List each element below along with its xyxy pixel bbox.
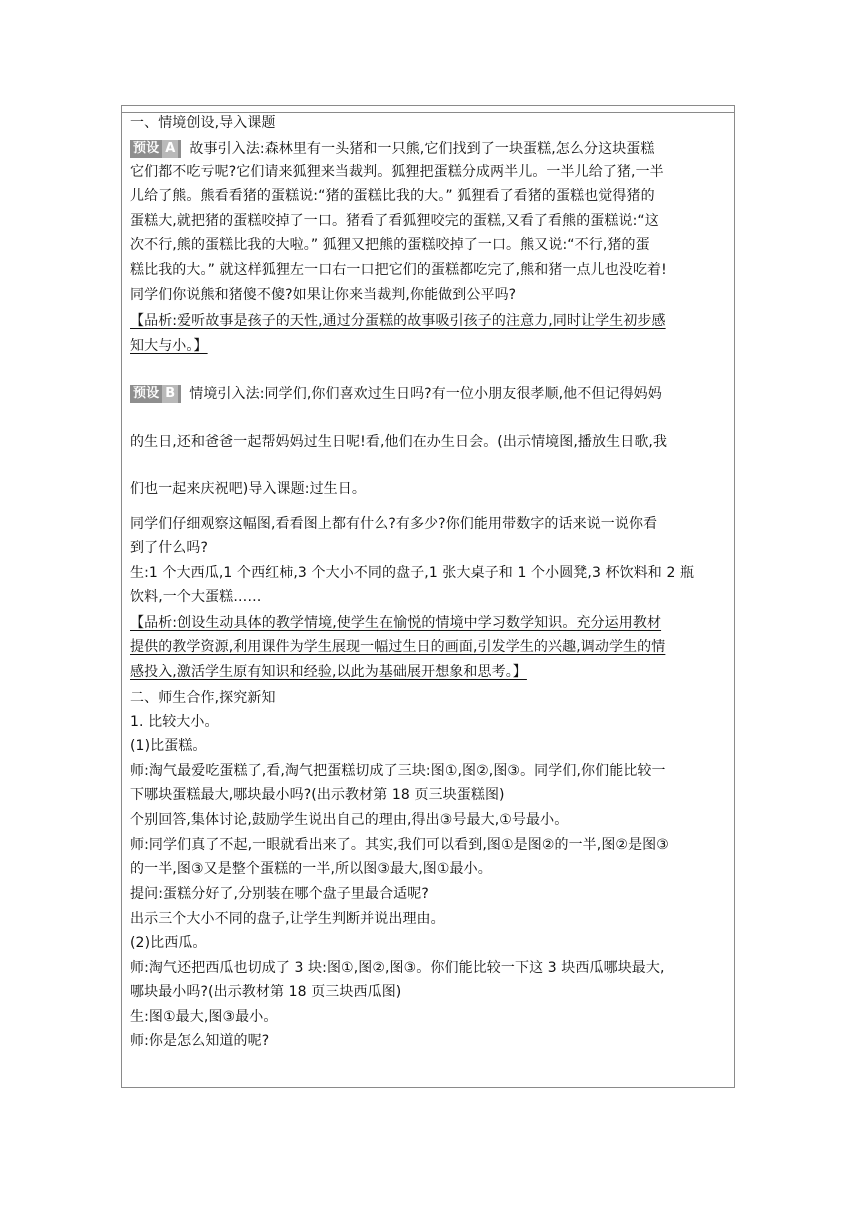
line-text: 儿给了熊。熊看看猪的蛋糕说:“猪的蛋糕比我的大。” 狐狸看了看猪的蛋糕也觉得猪的	[130, 188, 655, 204]
line-text: (2)比西瓜。	[130, 935, 207, 951]
text-line	[130, 1007, 730, 1027]
analysis-note-line	[130, 336, 730, 356]
line-text: 知大与小。】	[130, 338, 208, 354]
line-text: 师:淘气最爱吃蛋糕了,看,淘气把蛋糕切成了三块:图①,图②,图③。同学们,你们能比较一	[130, 763, 666, 779]
analysis-note-line	[130, 311, 730, 331]
line-text: 感投入,激活学生原有知识和经验,以此为基础展开想象和思考。】	[130, 664, 527, 680]
text-line	[130, 884, 730, 904]
text-line	[130, 211, 730, 231]
line-text: 生:图①最大,图③最小。	[130, 1009, 278, 1025]
text-line	[130, 712, 730, 732]
line-text: 的生日,还和爸爸一起帮妈妈过生日呢!看,他们在办生日会。(出示情境图,播放生日歌,我	[130, 434, 668, 450]
analysis-note-line	[130, 613, 730, 633]
section-heading	[130, 113, 730, 133]
line-text: 饮料,一个大蛋糕……	[130, 589, 262, 605]
text-line	[130, 933, 730, 953]
line-text: 【品析:创设生动具体的教学情境,使学生在愉悦的情境中学习数学知识。充分运用教材	[130, 615, 662, 631]
preset-badge-letter: B	[162, 385, 178, 403]
line-text: 【品析:爱听故事是孩子的天性,通过分蛋糕的故事吸引孩子的注意力,同时让学生初步感	[130, 313, 666, 329]
line-text: 师:同学们真了不起,一眼就看出来了。其实,我们可以看到,图①是图②的一半,图②是图③	[130, 837, 669, 853]
line-text: 下哪块蛋糕最大,哪块最小吗?(出示教材第 18 页三块蛋糕图)	[130, 787, 505, 803]
text-line	[130, 432, 730, 452]
text-line	[130, 563, 730, 583]
line-text: 糕比我的大。” 就这样狐狸左一口右一口把它们的蛋糕都吃完了,熊和猪一点儿也没吃着!	[130, 262, 667, 278]
preset-badge	[130, 385, 181, 403]
line-text: 师:淘气还把西瓜也切成了 3 块:图①,图②,图③。你们能比较一下这 3 块西瓜哪块最大,	[130, 960, 665, 976]
line-text: 蛋糕大,就把猪的蛋糕咬掉了一口。猪看了看狐狸咬完的蛋糕,又看了看熊的蛋糕说:“这	[130, 213, 659, 229]
text-line	[130, 810, 730, 830]
preset-badge-label: 预设	[133, 141, 160, 156]
line-text: 同学们你说熊和猪傻不傻?如果让你来当裁判,你能做到公平吗?	[130, 287, 517, 303]
line-text: 它们都不吃亏呢?它们请来狐狸来当裁判。狐狸把蛋糕分成两半儿。一半儿给了猪,一半	[130, 164, 664, 180]
text-line	[130, 1031, 730, 1051]
text-line	[130, 285, 730, 305]
text-line	[130, 958, 730, 978]
text-line	[130, 835, 730, 855]
preset-badge-letter: A	[162, 140, 178, 158]
text-line	[130, 260, 730, 280]
text-line	[130, 514, 730, 534]
text-line	[130, 384, 730, 404]
analysis-note-line	[130, 662, 730, 682]
line-text: 1. 比较大小。	[130, 714, 219, 730]
text-line	[130, 538, 730, 558]
line-text: (1)比蛋糕。	[130, 738, 207, 754]
line-text: 提供的教学资源,利用课件为学生展现一幅过生日的画面,引发学生的兴趣,调动学生的情	[130, 639, 666, 655]
text-line	[130, 736, 730, 756]
text-line	[130, 235, 730, 255]
line-text: 到了什么吗?	[130, 540, 209, 556]
line-text: 师:你是怎么知道的呢?	[130, 1033, 270, 1049]
line-text: 们也一起来庆祝吧)导入课题:过生日。	[130, 481, 366, 497]
text-line	[130, 982, 730, 1002]
line-text: 出示三个大小不同的盘子,让学生判断并说出理由。	[130, 911, 445, 927]
text-line	[130, 587, 730, 607]
analysis-note-line	[130, 637, 730, 657]
line-text: 次不行,熊的蛋糕比我的大啦。” 狐狸又把熊的蛋糕咬掉了一口。熊又说:“不行,猪的蛋	[130, 237, 650, 253]
text-line	[130, 186, 730, 206]
text-line	[130, 479, 730, 499]
line-text: 二、师生合作,探究新知	[130, 690, 276, 706]
line-text: 一、情境创设,导入课题	[130, 115, 276, 131]
line-text: 同学们仔细观察这幅图,看看图上都有什么?有多少?你们能用带数字的话来说一说你看	[130, 516, 658, 532]
line-text: 哪块最小吗?(出示教材第 18 页三块西瓜图)	[130, 984, 402, 1000]
text-line	[130, 785, 730, 805]
line-text: 故事引入法:森林里有一头猪和一只熊,它们找到了一块蛋糕,怎么分这块蛋糕	[189, 141, 655, 157]
line-text: 提问:蛋糕分好了,分别装在哪个盘子里最合适呢?	[130, 886, 429, 902]
line-text: 情境引入法:同学们,你们喜欢过生日吗?有一位小朋友很孝顺,他不但记得妈妈	[189, 386, 662, 402]
section-heading	[130, 688, 730, 708]
line-text: 生:1 个大西瓜,1 个西红柿,3 个大小不同的盘子,1 张大桌子和 1 个小圆凳,3 杯饮料和 2 瓶	[130, 565, 695, 581]
preset-badge	[130, 140, 181, 158]
text-line	[130, 162, 730, 182]
text-line	[130, 139, 730, 159]
text-line	[130, 859, 730, 879]
line-text: 的一半,图③又是整个蛋糕的一半,所以图③最大,图①最小。	[130, 861, 492, 877]
text-line	[130, 909, 730, 929]
line-text: 个别回答,集体讨论,鼓励学生说出自己的理由,得出③号最大,①号最小。	[130, 812, 569, 828]
text-line	[130, 761, 730, 781]
preset-badge-label: 预设	[133, 386, 160, 401]
